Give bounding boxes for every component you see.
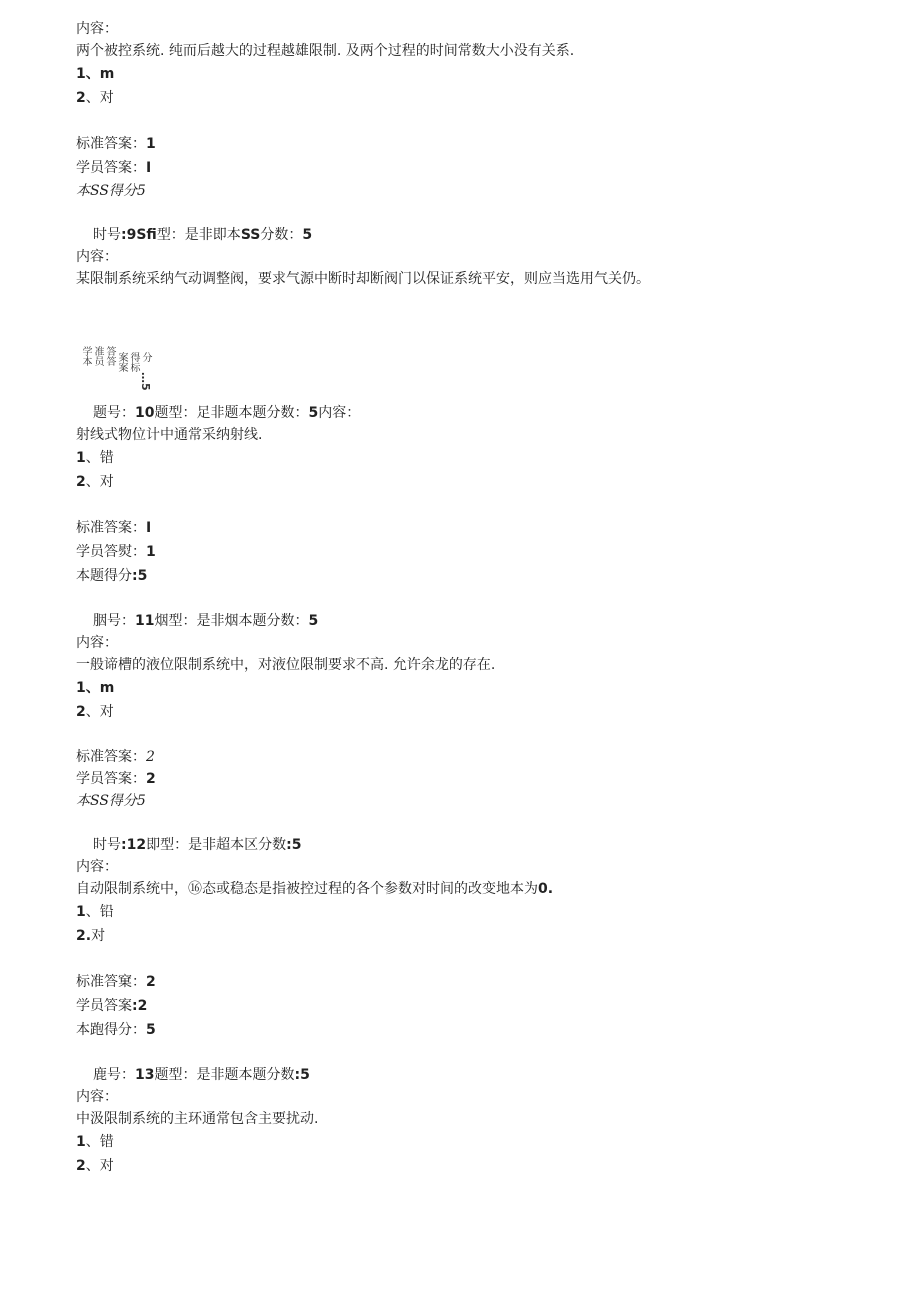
- content-part: 自动限制系统中，: [76, 881, 188, 897]
- header-score-label: 分数：: [260, 227, 303, 243]
- question-header: [76, 834, 876, 856]
- question-10: [76, 402, 876, 588]
- option-1: [76, 1130, 876, 1154]
- option-text: 、m: [85, 66, 115, 82]
- question-score: 本SS得分5: [76, 793, 146, 809]
- header-label: 时号: [93, 837, 121, 853]
- question-header: [76, 402, 876, 424]
- document-page: [76, 18, 876, 1178]
- option-number: 2: [76, 1158, 86, 1174]
- standard-answer-label: 标准答窠：: [76, 974, 146, 990]
- option-1: [76, 676, 876, 700]
- score-label: 本跑得分：: [76, 1022, 146, 1038]
- question-score: [76, 564, 876, 588]
- content-label: 内容：: [318, 405, 361, 421]
- standard-answer-value: 2: [146, 974, 156, 990]
- question-9: [76, 224, 876, 402]
- question-content: 一般谛槽的液位限制系统中，对液位限制要求不高. 允许余龙的存在.: [76, 657, 496, 673]
- header-number: :9Sfi: [121, 227, 157, 243]
- header-type: 烟型：是非烟本题分数：: [154, 613, 309, 629]
- vertical-text-column: 准员: [92, 346, 103, 366]
- score-label: 本题得分: [76, 568, 132, 584]
- option-2: [76, 700, 876, 724]
- score-value: :5: [132, 568, 148, 584]
- question-score: 本SS得分5: [76, 183, 146, 199]
- option-2: [76, 924, 876, 948]
- question-header: [76, 1064, 876, 1086]
- option-number: 1: [76, 904, 86, 920]
- option-text: 、对: [85, 1158, 114, 1174]
- vertical-text-column: 案案: [116, 352, 127, 372]
- question-header: [76, 610, 876, 632]
- content-part: 0.: [538, 881, 554, 897]
- student-answer-label: 学员答案: [76, 998, 132, 1014]
- standard-answer-value: 1: [146, 136, 156, 152]
- option-1: [76, 900, 876, 924]
- header-number: 10: [135, 405, 155, 421]
- student-answer-label: 学员答案：: [76, 160, 146, 176]
- standard-answer: [76, 516, 876, 540]
- score-value: 5: [146, 1022, 156, 1038]
- option-number: 2: [76, 90, 86, 106]
- option-number: 2: [76, 704, 86, 720]
- option-2: [76, 1154, 876, 1178]
- standard-answer-value: I: [146, 520, 152, 536]
- header-number: :12: [121, 837, 147, 853]
- option-text: 对: [91, 928, 106, 944]
- header-label: 题号：: [93, 405, 135, 421]
- header-score-value: 5: [308, 405, 319, 421]
- content-label: 内容：: [76, 859, 118, 875]
- header-type: 题型：足非题本题分数：: [154, 405, 309, 421]
- content-part: ⑯态或稳态是指被控过程的各个参数对时间的改变地本为: [188, 881, 538, 897]
- vertical-text-column: 答答: [104, 346, 115, 366]
- student-answer: [76, 994, 876, 1018]
- header-label: 胭号：: [93, 613, 135, 629]
- content-label: 内容：: [76, 21, 118, 37]
- option-number: 1: [76, 1134, 86, 1150]
- vertical-text-column: 分: [140, 352, 151, 362]
- standard-answer: [76, 970, 876, 994]
- standard-answer: [76, 746, 876, 768]
- standard-answer-label: 标准答案：: [76, 136, 146, 152]
- question-content: 射线式物位计中通常采纳射线.: [76, 427, 263, 443]
- header-ss: SS: [240, 227, 261, 243]
- student-answer: [76, 156, 876, 180]
- standard-answer-label: 标准答案：: [76, 749, 146, 765]
- option-number: 2: [76, 474, 86, 490]
- option-2: [76, 470, 876, 494]
- standard-answer-value: 2: [146, 749, 155, 765]
- question-content: 某限制系统采纳气动调整阀，要求气源中断时却断阀门以保证系统平安，则应当选用气关仍。: [76, 271, 650, 287]
- header-score-value: 5: [302, 227, 313, 243]
- question-score: [76, 1018, 876, 1042]
- vertical-score-value: …5: [139, 372, 152, 391]
- header-type: 型：是非即本: [156, 227, 241, 243]
- option-text: 、铅: [85, 904, 114, 920]
- header-type: 即型：是非超本区分数: [146, 837, 287, 853]
- option-text: 、错: [85, 1134, 114, 1150]
- question-13: [76, 1064, 876, 1178]
- header-type: 题型：是非题本题分数: [154, 1067, 295, 1083]
- content-label: 内容：: [76, 1089, 118, 1105]
- option-text: 、m: [85, 680, 115, 696]
- student-answer: [76, 768, 876, 790]
- content-label: 内容：: [76, 635, 118, 651]
- student-answer-value: I: [146, 160, 152, 176]
- option-text: 、对: [85, 704, 114, 720]
- question-content: 中汲限制系统的主环通常包含主要扰动.: [76, 1111, 319, 1127]
- standard-answer: [76, 132, 876, 156]
- question-header: [76, 224, 876, 246]
- option-1: [76, 446, 876, 470]
- student-answer-value: 1: [146, 544, 156, 560]
- student-answer-value: 2: [146, 771, 156, 787]
- question-12: [76, 834, 876, 1042]
- vertical-text-column: 得标: [128, 352, 139, 372]
- header-number: 11: [135, 613, 155, 629]
- vertical-answer-summary: [78, 346, 876, 402]
- question-content: [76, 878, 876, 900]
- header-score-value: 5: [308, 613, 319, 629]
- vertical-text-column: 学本: [80, 346, 91, 366]
- header-label: 时号: [93, 227, 121, 243]
- option-text: 、对: [85, 90, 114, 106]
- student-answer-label: 学员答熨：: [76, 544, 146, 560]
- option-number: 1: [76, 66, 86, 82]
- option-1: [76, 62, 876, 86]
- standard-answer-label: 标准答案：: [76, 520, 146, 536]
- header-score-value: :5: [286, 837, 302, 853]
- option-number: 1: [76, 680, 86, 696]
- student-answer-value: :2: [132, 998, 148, 1014]
- question-11: [76, 610, 876, 812]
- option-2: [76, 86, 876, 110]
- question-content: 两个被控系统. 纯而后越大的过程越雄限制. 及两个过程的时间常数大小没有关系.: [76, 43, 575, 59]
- option-number: 2.: [76, 928, 92, 944]
- header-number: 13: [135, 1067, 155, 1083]
- question-8: [76, 18, 876, 202]
- content-label: 内容：: [76, 249, 118, 265]
- option-text: 、错: [85, 450, 114, 466]
- header-label: 鹿号：: [93, 1067, 135, 1083]
- student-answer: [76, 540, 876, 564]
- student-answer-label: 学员答案：: [76, 771, 146, 787]
- option-number: 1: [76, 450, 86, 466]
- option-text: 、对: [85, 474, 114, 490]
- header-score-value: :5: [294, 1067, 310, 1083]
